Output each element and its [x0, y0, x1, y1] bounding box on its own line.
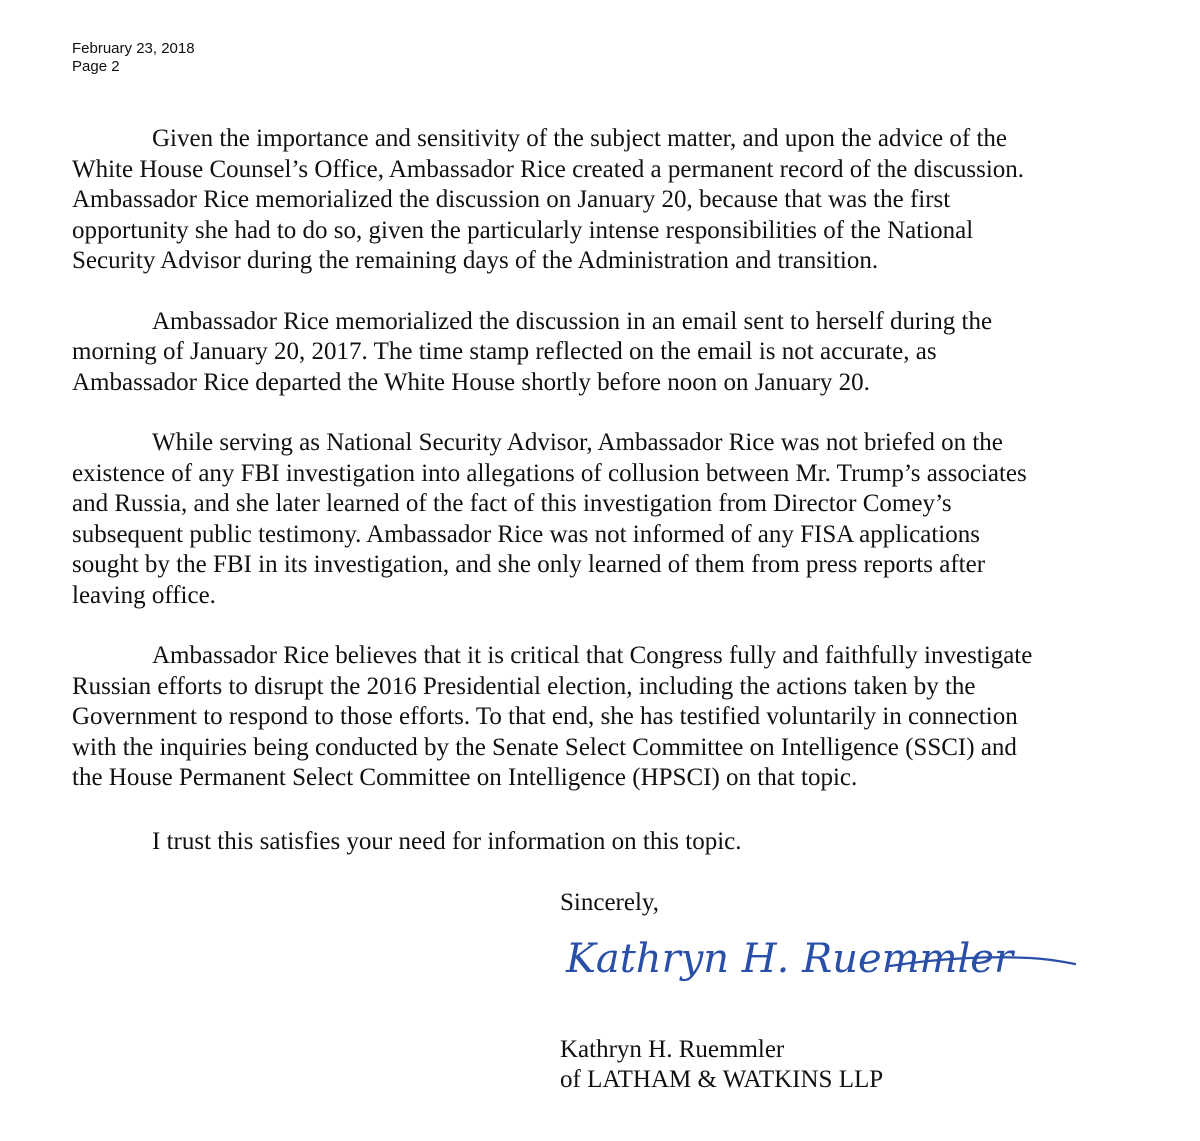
paragraph-line: existence of any FBI investigation into allegations of collusion between Mr. Trump’s associates: [72, 459, 1027, 487]
signer-firm: of LATHAM & WATKINS LLP: [560, 1066, 884, 1093]
signature-graphic: [560, 922, 1100, 1002]
paragraph-line: opportunity she had to do so, given the particularly intense responsibilities of the National: [72, 216, 974, 244]
signer-block: [560, 1035, 883, 1095]
paragraph-line: sought by the FBI in its investigation, and she only learned of them from press reports after: [72, 551, 986, 578]
paragraph-line: Russian efforts to disrupt the 2016 Presidential election, including the actions taken by the: [72, 672, 976, 700]
header-page-number: Page 2: [72, 58, 120, 75]
paragraph-line: leaving office.: [72, 581, 216, 609]
signer-name: Kathryn H. Ruemmler: [560, 1036, 785, 1063]
paragraph-line: Ambassador Rice believes that it is critical that Congress fully and faithfully investigate: [152, 642, 1033, 669]
signature-script: Kathryn H. Ruemmler: [566, 936, 1014, 982]
paragraph-line: Security Advisor during the remaining days of the Administration and transition.: [72, 247, 879, 274]
paragraph-congress-investigation: [72, 641, 1132, 794]
paragraph-line: White House Counsel’s Office, Ambassador Rice created a permanent record of the discussion.: [72, 155, 1025, 183]
paragraph-line: the House Permanent Select Committee on Intelligence (HPSCI) on that topic.: [72, 764, 858, 791]
paragraph-signature-record: [72, 124, 1132, 277]
paragraph-fbi-investigation: [72, 428, 1132, 611]
paragraph-line: subsequent public testimony. Ambassador Rice was not informed of any FISA applications: [72, 520, 980, 548]
handwritten-signature: [560, 922, 1100, 1002]
letter-body: [72, 124, 1132, 824]
paragraph-line: Given the importance and sensitivity of the subject matter, and upon the advice of the: [152, 125, 1007, 152]
paragraph-line: While serving as National Security Advisor, Ambassador Rice was not briefed on the: [152, 429, 1003, 456]
paragraph-line: Government to respond to those efforts. To that end, she has testified voluntarily in connection: [72, 703, 1018, 730]
paragraph-line: Ambassador Rice memorialized the discussion in an email sent to herself during the: [152, 307, 993, 335]
salutation: Sincerely,: [560, 889, 660, 916]
header-date: February 23, 2018: [72, 40, 195, 57]
page-header: [72, 40, 195, 76]
paragraph-line: and Russia, and she later learned of the fact of this investigation from Director Comey’s: [72, 490, 952, 517]
paragraph-email-timestamp: [72, 307, 1132, 399]
paragraph-line: with the inquiries being conducted by the Senate Select Committee on Intelligence (SSCI) and: [72, 733, 1017, 761]
paragraph-line: Ambassador Rice memorialized the discussion on January 20, because that was the first: [72, 186, 951, 213]
paragraph-line: Ambassador Rice departed the White House shortly before noon on January 20.: [72, 368, 870, 396]
paragraph-line: morning of January 20, 2017. The time stamp reflected on the email is not accurate, as: [72, 338, 937, 365]
closing-sentence: I trust this satisfies your need for information on this topic.: [152, 828, 742, 855]
